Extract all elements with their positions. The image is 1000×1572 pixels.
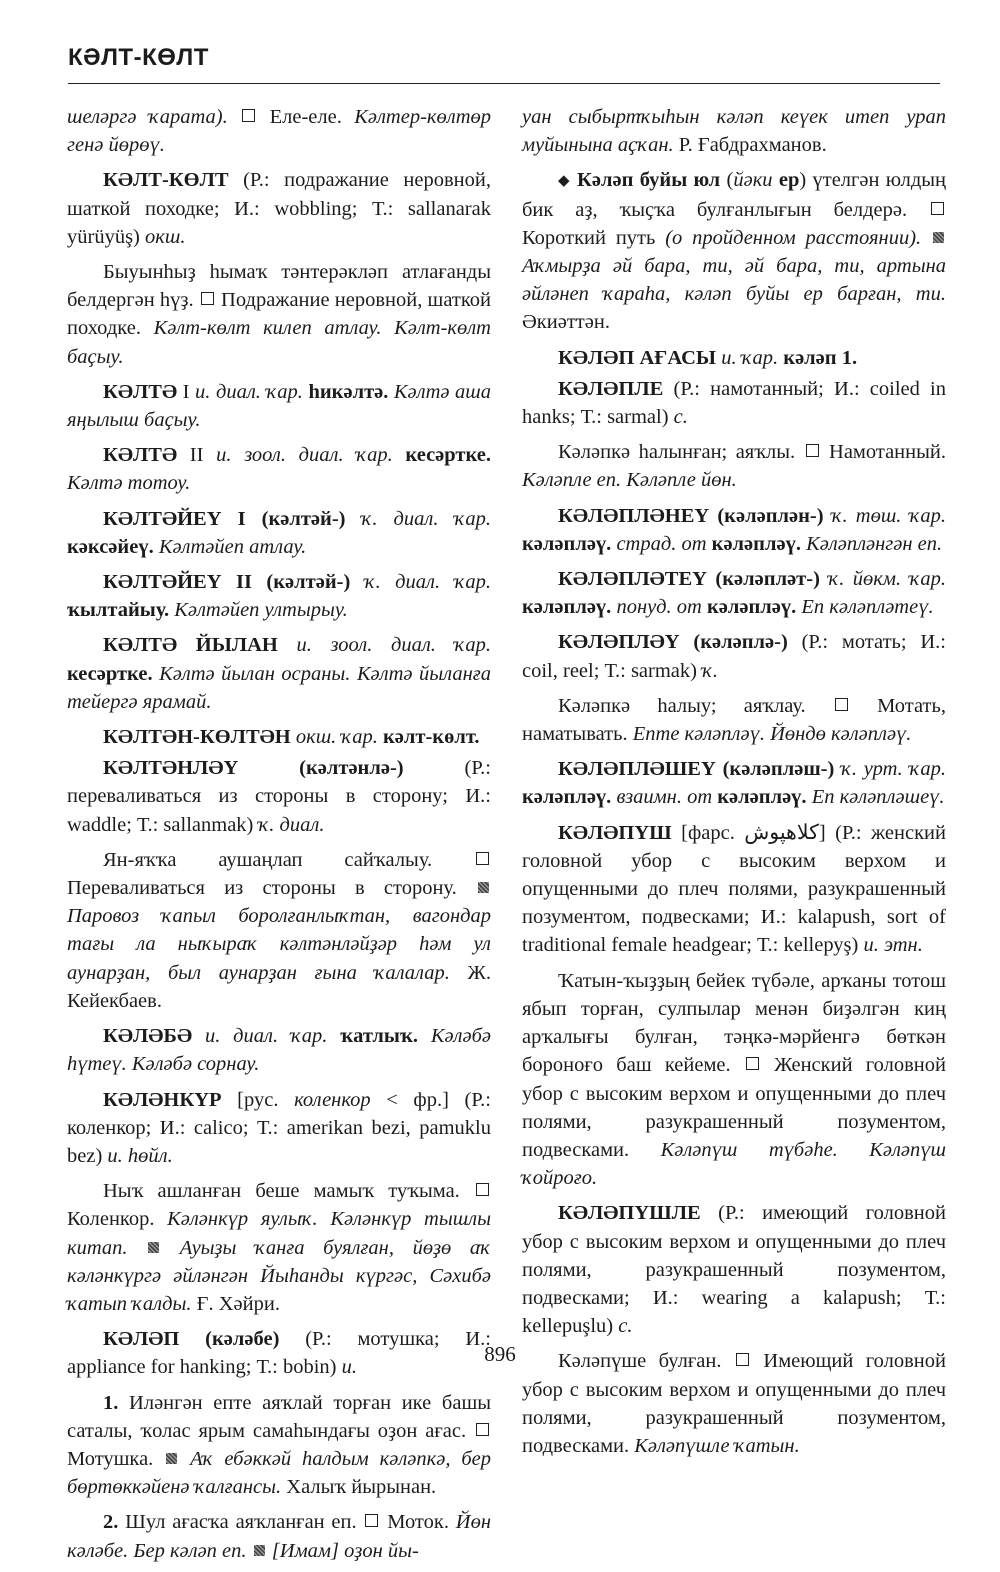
entry-text: Кәләбә һүтеү. Кәләбә сорнау. [67,1025,491,1076]
entry-text: Еп кәләпләшеү. [806,786,945,809]
entry-text: ҡ. диал. ҡар. [345,507,491,530]
entry-text: Кәләпләнгән еп. [800,532,943,555]
entry-text: Кәлтә тотоу. [67,472,191,495]
dictionary-entry [67,846,491,1015]
entry-text: ҡ. диал. [258,813,325,836]
translation-marker-icon [806,444,819,457]
entry-text: [рус. [221,1088,295,1111]
entry-text: шеләргә ҡарата). [67,106,241,128]
translation-marker-icon [931,202,944,215]
entry-text: Кәлтәйеп ултырыу. [169,599,348,622]
entry-text: (Р.: подражание неровной, шаткой походке; И.: wobbling; Т.: sallanarak yürüyüş) [67,169,491,248]
entry-text: Подражание неровной, шаткой походке. [67,289,491,340]
entry-text: Аҡмырҙа әй бара, ти, әй бара, ти, артына әйләнеп ҡараһа, кәләп буйы ер барған, ти. [522,255,946,306]
entry-text: II [177,444,217,467]
dictionary-entry [67,754,491,839]
right-column [522,103,946,1467]
entry-text: Переваливаться из стороны в сторону. [67,877,476,900]
entry-text: (Р.: мотушка; И.: appliance for hanking; Т.: bobin) [67,1328,491,1379]
entry-text: (о пройденном расстоянии). [665,226,931,249]
entry-text: Иләнгән епте аяҡлай торған ике башы саталы, ҡолас ярым самаһындағы оҙон ағас. [67,1391,491,1442]
entry-text: Быуынһыҙ һымаҡ тәнтерәкләп атлағанды белдергән һүҙ. [67,261,491,312]
dictionary-entry [67,723,491,751]
entry-text: уан сыбыртҡыһын кәләп кеүек итеп урап муйынына аҫҡан. [522,106,946,157]
entry-text: Мотушка. [67,1447,165,1470]
example-marker-icon [166,1453,177,1464]
example-marker-icon [148,1242,159,1253]
headword: КӘЛТӘ ЙЫЛАН [103,634,278,657]
entry-text: I [177,380,196,403]
dictionary-entry [67,1086,491,1171]
entry-text: кәләпләү. [522,786,612,809]
entry-text: ( [720,169,734,192]
entry-text: Имеющий головной убор с высоким верхом и опущенными до плеч полями, разукрашенный позументом, подвесками. [522,1350,946,1457]
example-marker-icon [254,1545,265,1556]
entry-text: һикәлтә. [308,380,389,403]
entry-text: и. диал. ҡар. [192,1025,341,1048]
entry-text: Паровоз ҡапыл боролғанлыҡтан, вагондар тағы ла ныҡыраҡ кәлтәнләйҙәр һәм ул аунарҙан, был аунарҙан ғына ҡалалар. [67,905,491,984]
dictionary-entry [522,565,946,621]
dictionary-entry [522,344,946,372]
headword: КӘЛТӘЙЕҮ II (кәлтәй-) [103,571,351,594]
entry-text: Йөн кәләбе. Бер кәләп еп. [67,1511,491,1562]
entry-text: страд. от [611,532,712,555]
headword: КӘЛТӘН-КӨЛТӘН [103,726,291,749]
entry-text: кәләпләү. [711,532,801,555]
entry-text: Кәләпүше булған. [558,1350,734,1373]
entry-text: Кәлтә аша яңылыш баҫыу. [67,380,492,432]
phrase-marker-icon: ◆ [558,173,571,190]
entry-text: кәләп 1. [783,346,858,369]
entry-text: Кәләп буйы юл [570,169,721,192]
entry-text: и. диал. ҡар. [195,380,309,403]
dictionary-entry [522,438,946,494]
entry-text: < фр.] (Р.: коленкор; И.: calico; Т.: amerikan bezi, pamuklu bez) [67,1088,491,1167]
entry-text: ҡ. төш. ҡар. [823,504,947,527]
dictionary-entry [522,755,946,811]
headword: КӘЛТӘ [103,444,178,467]
translation-marker-icon [835,698,848,711]
entry-text: (Р.: намотанный; И.: coiled in hanks; Т.: sarmal) [522,377,946,429]
entry-text: Еп кәләпләтеү. [796,596,934,619]
headword: КӘЛӘПЛӘТЕҮ (кәләпләт-) [558,568,820,591]
headword: КӘЛТ-КӨЛТ [103,169,229,192]
translation-marker-icon [476,852,489,865]
dictionary-entry [67,103,491,159]
entry-text: понуд. от [611,596,707,619]
entry-text: ер [772,169,800,192]
dictionary-entry [67,441,491,497]
dictionary-entry [67,568,491,624]
page-number: 896 [484,1342,516,1366]
entry-text: коленкор [294,1088,371,1111]
entry-text: 1. [103,1391,119,1414]
translation-marker-icon [201,292,214,305]
dictionary-entry [522,819,946,960]
dictionary-entry [67,1389,491,1502]
headword: КӘЛТӘ [103,380,178,403]
headword: КӘЛӘБӘ [103,1025,193,1048]
entry-text: Кәләнкүр яулыҡ. Кәләнкүр тышлы китап. [67,1208,491,1259]
dictionary-entry [67,258,491,371]
entry-text: кәләпләү. [522,596,612,619]
entry-text: окш. [145,225,186,248]
entry-text: и. [341,1356,357,1379]
headword: КӘЛТӘНЛӘҮ (кәлтәнлә-) [103,757,404,780]
entry-text: ҡ. диал. ҡар. [350,571,491,594]
dictionary-entry [522,375,946,431]
entry-text: взаимн. от [611,786,718,809]
entry-text: (Р.: переваливаться из стороны в сторону; И.: waddle; Т.: sallanmak) [67,757,491,836]
headword: КӘЛӘП АҒАСЫ [558,346,717,369]
entry-text: ҡылтайыу. [67,599,170,622]
headword: КӘЛӘПҮШ [558,821,672,844]
entry-text: кесәртке. [67,662,153,685]
entry-text: Кәлтәйеп атлау. [153,535,307,558]
dictionary-entry [522,502,946,558]
dictionary-entry [67,166,491,251]
entry-text: Женский головной убор с высоким верхом и опущенными до плеч полями, разукрашенный позументом, подвесками. [522,1054,946,1161]
entry-text: Кәләпүшле ҡатын. [634,1434,800,1457]
entry-text: и. этн. [863,934,923,957]
entry-text: Ауыҙы ҡанға буялған, йөҙө аҡ кәләнкүргә әйләнгән Йыһанды күргәс, Сәхибә ҡатып ҡалды. [67,1236,491,1315]
entry-text: Короткий путь [522,226,666,249]
entry-text: [фарс. کلاهپوش] (Р.: женский головной убор с высоким верхом и опущенными до плеч полями, разукрашенный позументом, подвесками; И.: kalapush, sort of traditional female headgear; Т.: kelleруş) [522,821,946,957]
entry-text: с. [618,1315,633,1338]
entry-text: [Имам] оҙон йы- [266,1539,419,1562]
dictionary-entry [67,505,491,561]
entry-text: и. зоол. диал. ҡар. [277,634,491,657]
entry-text: Коленкор. [67,1208,168,1231]
entry-text: Ҡатын-ҡыҙҙың бейек түбәле, арҡаны тотош ябып торған, сулпылар менән биҙәлгән киң арҡалығы булған, тәңкә-мәрйенгә бөткән бороноғо баш кейеме. [522,969,946,1077]
entry-text: Ғ. Хәйри. [196,1292,280,1315]
entry-text: Мотать, наматывать. [522,694,946,746]
entry-text: йәки [733,169,773,192]
headword: КӘЛӘПЛӘШЕҮ (кәләпләш-) [558,758,835,781]
entry-text: с. [673,406,688,429]
entry-text: Әкиәттән. [522,311,610,334]
entry-text: ҡатлыҡ. [340,1025,418,1048]
entry-text: 2. [103,1511,119,1534]
dictionary-entry [67,1508,491,1564]
entry-text: Кәлт-көлт килеп атлау. Кәлт-көлт баҫыу. [67,317,491,368]
dictionary-entry [522,103,946,159]
entry-text: кәләпләү. [706,596,797,619]
entry-text: Моток. [380,1511,456,1534]
entry-text: кәксәйеү. [67,535,154,558]
entry-text: и. зоол. диал. ҡар. [216,444,406,467]
dictionary-entry [67,378,491,434]
entry-text: Ж. Кейекбаев. [67,961,491,1012]
translation-marker-icon [365,1514,378,1527]
entry-text: Кәләпкә һалыу; аяҡлау. [558,694,833,717]
dictionary-entry [522,628,946,684]
headword: КӘЛӘП (кәләбе) [103,1328,280,1351]
entry-text: (Р.: мотать; И.: coil, reel; Т.: sarmak) [522,631,946,682]
example-marker-icon [478,882,489,893]
entry-text: окш. ҡар. [290,726,383,749]
running-head: КӘЛТ-КӨЛТ [68,44,209,71]
dictionary-entry [522,166,946,336]
dictionary-entry [522,692,946,748]
entry-text: кесәртке. [405,444,491,467]
entry-text: Р. Ғабдрахманов. [678,134,827,157]
entry-text: (Р.: имеющий головной убор с высоким верхом и опущенными до плеч полями, разукрашенный позументом, подвесками; И.: wearing a kalapush; Т.: kellepuşlu) [522,1202,946,1338]
entry-text: Кәлтә йылан осраны. Кәлтә йыланға тейергә ярамай. [67,662,491,713]
entry-text: кәлт-көлт. [382,726,480,749]
example-marker-icon [933,232,944,243]
entry-text: ҡ. йөкм. ҡар. [819,568,947,591]
dictionary-entry [522,1199,946,1340]
entry-text: Халыҡ йырынан. [286,1476,437,1499]
entry-text: Кәләпкә һалынған; аяҡлы. [558,441,804,464]
entry-text: Епте кәләпләү. Йөндө кәләпләү. [632,723,912,746]
translation-marker-icon [746,1057,759,1070]
headword: КӘЛӘНКҮР [103,1088,222,1111]
header-rule [68,83,940,84]
entry-text: Ныҡ ашланған беше мамыҡ туҡыма. [103,1180,474,1203]
headword: КӘЛӘПҮШЛЕ [558,1202,701,1225]
entry-text: Кәлтер-көлтөр генә йөрөү. [67,106,491,157]
translation-marker-icon [242,109,255,122]
dictionary-entry [67,631,491,716]
entry-text: Кәләпле еп. Кәләпле йөн. [522,469,737,492]
entry-text: кәләпләү. [522,532,612,555]
entry-text: ) үтелгән юлдың бик аҙ, ҡыҫҡа булғанлығын белдерә. [522,169,947,221]
translation-marker-icon [476,1183,489,1196]
dictionary-entry [522,967,946,1193]
entry-text: и. һөйл. [107,1144,173,1167]
entry-text: Еле-еле. [257,106,355,128]
headword: КӘЛТӘЙЕҮ I (кәлтәй-) [103,507,346,530]
entry-text: Кәләпүш түбәһе. Кәләпүш ҡойроғо. [522,1138,946,1190]
dictionary-entry [67,1022,491,1078]
entry-text: Шул ағасҡа аяҡланған еп. [118,1511,364,1534]
entry-text: Намотанный. [820,441,946,464]
entry-text: ҡ. урт. ҡар. [834,758,946,781]
headword: КӘЛӘПЛЕ [558,377,664,400]
dictionary-entry [67,1177,491,1318]
entry-text: и. ҡар. [716,346,784,369]
entry-text: ҡ. [702,659,719,682]
headword: КӘЛӘПЛӘҮ (кәләплә-) [558,631,788,654]
entry-text: кәләпләү. [717,786,807,809]
translation-marker-icon [476,1423,489,1436]
headword: КӘЛӘПЛӘНЕҮ (кәләплән-) [558,504,824,527]
entry-text: Ян-яҡҡа аушаңлап сайҡалыу. [103,848,474,871]
entry-text: Аҡ ебәккәй һалдым кәләпкә, бер бөртөккәйенә ҡалғансы. [67,1447,492,1499]
